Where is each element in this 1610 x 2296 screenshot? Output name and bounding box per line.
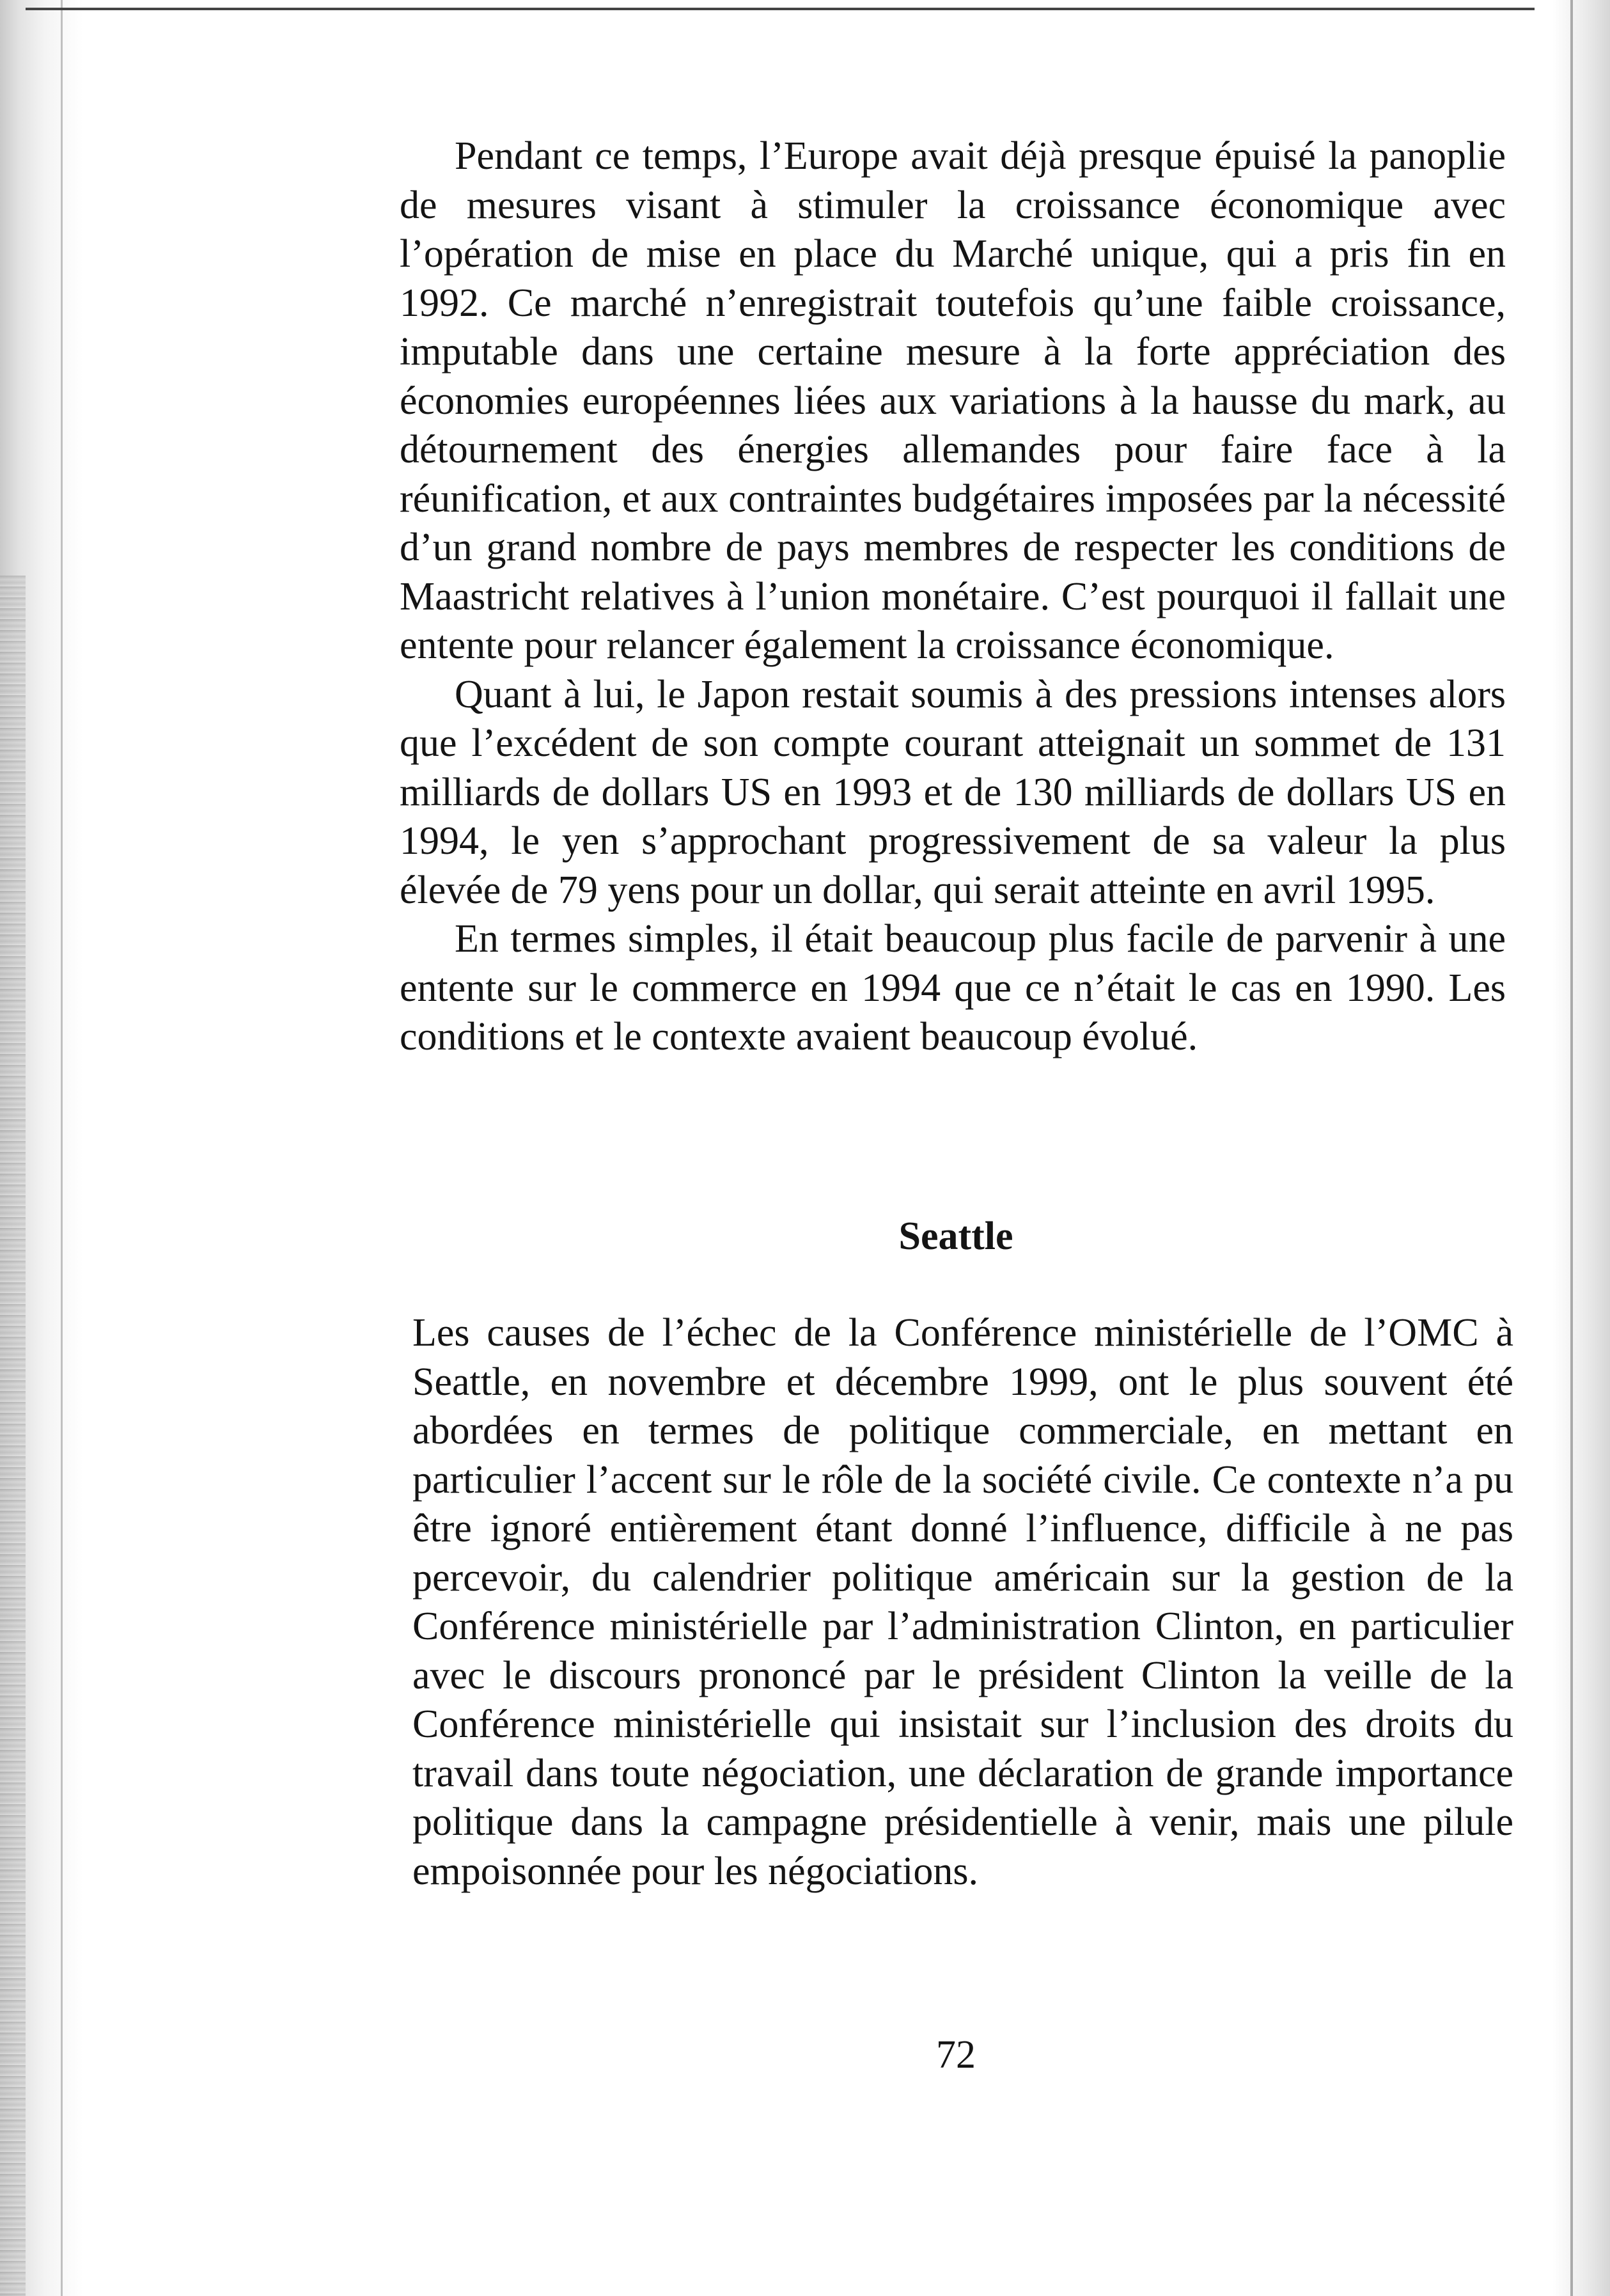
section-heading: Seattle [898, 1215, 1013, 1258]
body-text-top [400, 132, 1506, 1062]
paragraph-japon: Quant à lui, le Japon restait soumis à des pressions intenses alors que l’excédent de son compte courant atteignait un sommet de 131 milliards de dollars US en 1993 et de 130 milliards de dollars US en 1994, le yen s’approchant progressivement de sa valeur la plus élevée de 79 yens pour un dollar, qui serait atteinte en avril 1995. [400, 672, 1506, 912]
right-edge-line [1570, 0, 1573, 2296]
paragraph-seattle: Les causes de l’échec de la Conférence ministérielle de l’OMC à Seattle, en novembre et décembre 1999, ont le plus souvent été abordées en termes de politique commerciale, en mettant en particulier l’accent sur le rôle de la société civile. Ce contexte n’a pu être ignoré entièrement étant donné l’influence, difficile à ne pas percevoir, du calendrier politique américain sur la gestion de la Conférence ministérielle par l’administration Clinton, en particulier avec le discours prononcé par le président Clinton la veille de la Conférence ministérielle qui insistait sur l’inclusion des droits du travail dans toute négociation, une déclaration de grande importance politique dans la campagne présidentielle à venir, mais une pilule empoisonnée pour les négociations. [412, 1311, 1513, 1893]
right-edge-shadow [1552, 0, 1610, 2296]
top-edge-line [26, 8, 1535, 10]
page-number: 72 [936, 2033, 976, 2077]
paragraph-europe: Pendant ce temps, l’Europe avait déjà presque épuisé la panoplie de mesures visant à stimuler la croissance économique avec l’opération de mise en place du Marché unique, qui a pris fin en 1992. Ce marché n’enregistrait toutefois qu’une faible croissance, imputable dans une certaine mesure à la forte appréciation des économies européennes liées aux variations à la hausse du mark, au détournement des énergies allemandes pour faire face à la réunification, et aux contraintes budgétaires imposées par la nécessité d’un grand nombre de pays membres de respecter les conditions de Maastricht relatives à l’union monétaire. C’est pourquoi il fallait une entente pour relancer également la croissance économique. [400, 134, 1506, 667]
body-text-section [412, 1309, 1513, 1896]
paragraph-termes-simples: En termes simples, il était beaucoup plus facile de parvenir à une entente sur le commerce en 1994 que ce n’était le cas en 1990. Les conditions et le contexte avaient beaucoup évolué. [400, 917, 1506, 1058]
binding-gutter-speckle [0, 576, 26, 2296]
binding-edge-line [61, 0, 63, 2296]
